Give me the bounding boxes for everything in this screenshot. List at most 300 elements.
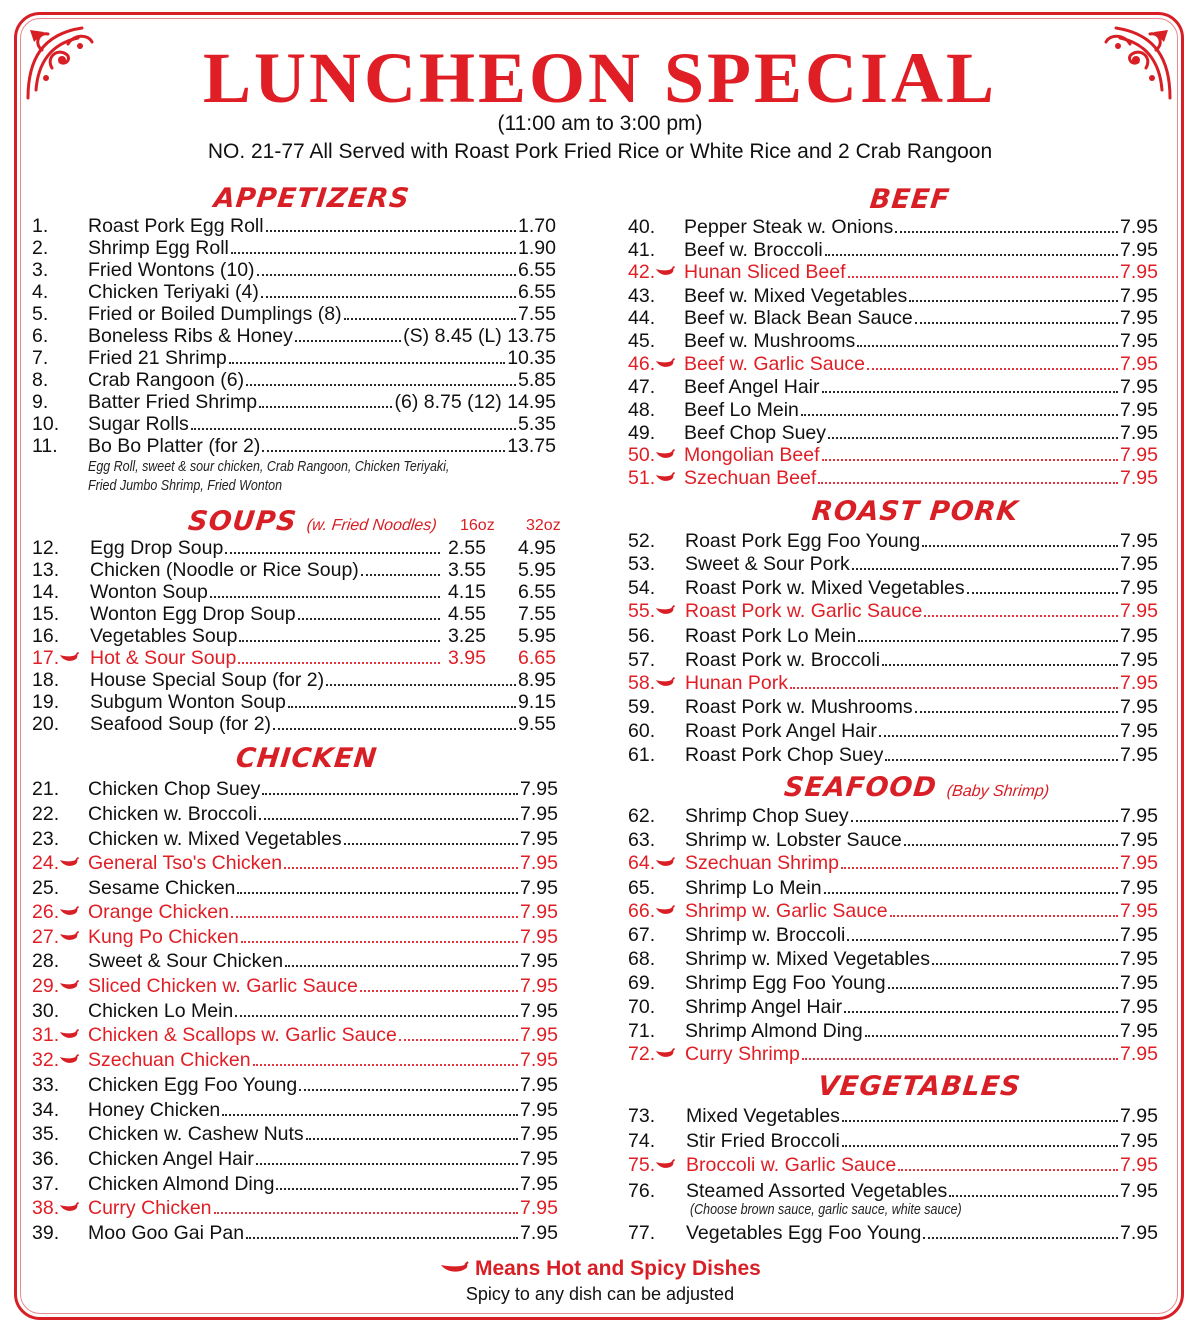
menu-item-beef [628,261,1158,283]
item-number-text: 53. [628,553,656,575]
menu-item-chicken [32,901,558,923]
menu-item-chicken [32,877,558,899]
item-name: House Special Soup (for 2) [90,669,325,691]
dot-leader [825,254,1118,256]
item-number [628,600,685,622]
dot-leader [360,990,518,992]
menu-item-chicken [32,778,558,800]
item-name: Chicken Egg Foo Young [88,1074,298,1096]
item-number [628,376,684,398]
menu-item-soups [32,559,556,581]
item-number [628,307,684,329]
dot-leader [253,1064,518,1066]
item-number-text: 65. [628,877,656,899]
menu-item-appetizers [32,281,556,303]
item-number [628,467,684,489]
item-name: Beef w. Garlic Sauce [684,353,866,375]
item-number-text: 8. [32,369,49,391]
item-number-text: 56. [628,625,656,647]
chili-pepper-icon [439,1261,469,1275]
item-name: Mixed Vegetables [686,1105,840,1127]
item-number [32,778,88,800]
item-number [628,216,684,238]
item-name: Chicken (Noodle or Rice Soup) [90,559,359,581]
menu-item-vegetables [628,1105,1158,1127]
item-number-text: 16. [32,625,60,647]
dot-leader [246,384,516,386]
menu-item-roast-pork [628,672,1158,694]
item-number-text: 42. [628,261,656,283]
item-number-text: 7. [32,347,49,369]
item-price: 7.95 [520,1173,558,1195]
item-name: Chicken & Scallops w. Garlic Sauce [88,1024,397,1046]
item-number-text: 36. [32,1148,60,1170]
item-price-large: 6.55 [518,581,556,603]
item-number [32,1099,88,1121]
item-name: Hunan Pork [685,672,788,694]
dot-leader [262,793,518,795]
item-price: 7.95 [520,828,558,850]
item-number [628,972,685,994]
dot-leader [801,414,1118,416]
chili-pepper-icon [655,358,675,370]
item-price: 7.95 [520,877,558,899]
item-number-text: 48. [628,399,656,421]
item-number [628,877,685,899]
item-number [628,553,685,575]
item-name: Chicken w. Cashew Nuts [88,1123,304,1145]
item-number [32,1173,88,1195]
dot-leader [262,450,505,452]
item-number [628,1130,686,1152]
item-price: 7.95 [1120,877,1158,899]
dot-leader [361,574,440,576]
seafood-title-text: SEAFOOD [782,772,939,803]
dot-leader [895,231,1118,233]
chili-pepper-icon [59,1054,79,1066]
dot-leader [923,1237,1118,1239]
item-number [32,237,88,259]
item-number [32,647,90,669]
item-price-large: 5.95 [518,625,556,647]
item-number-text: 58. [628,672,656,694]
dot-leader [239,640,440,642]
item-number [628,261,684,283]
menu-item-seafood [628,805,1158,827]
dot-leader [885,759,1118,761]
item-number [32,215,88,237]
menu-item-chicken [32,1173,558,1195]
item-name: Kung Po Chicken [88,926,239,948]
menu-item-beef [628,467,1158,489]
item-number [32,950,88,972]
menu-item-seafood [628,900,1158,922]
item-name: Chicken Chop Suey [88,778,261,800]
item-number [32,413,88,435]
item-name: Pepper Steak w. Onions [684,216,894,238]
item-name: Sugar Rolls [88,413,189,435]
item-number [628,744,685,766]
item-number-text: 14. [32,581,60,603]
dot-leader [298,618,440,620]
item-price: (S) 8.45 (L) 13.75 [403,325,556,347]
item-number-text: 34. [32,1099,60,1121]
item-number [32,1123,88,1145]
item-number-text: 62. [628,805,656,827]
dot-leader [257,274,517,276]
menu-item-seafood [628,996,1158,1018]
item-price: 7.95 [1120,1154,1158,1176]
item-number-text: 64. [628,852,656,874]
dot-leader [299,1089,518,1091]
item-price: 7.95 [1120,972,1158,994]
menu-item-chicken [32,1024,558,1046]
item-price: 10.35 [507,347,556,369]
menu-item-chicken [32,1000,558,1022]
menu-item-roast-pork [628,625,1158,647]
item-number [32,537,90,559]
menu-item-soups [32,537,556,559]
soup-size-small: 16oz [460,517,495,534]
menu-item-beef [628,444,1158,466]
dot-leader [259,818,518,820]
item-price: 7.95 [1120,1180,1158,1202]
dot-leader [231,916,518,918]
item-price: 2.55 [448,537,486,559]
item-name: Chicken w. Mixed Vegetables [88,828,342,850]
dot-leader [191,428,516,430]
item-number-text: 1. [32,215,49,237]
item-price: 7.95 [1120,744,1158,766]
item-name: Shrimp Almond Ding [685,1020,863,1042]
item-price: 13.75 [507,435,556,457]
item-name: Roast Pork w. Mixed Vegetables [685,577,965,599]
item-price: 7.95 [520,1000,558,1022]
item-number [628,996,685,1018]
menu-item-chicken [32,1123,558,1145]
item-price: 7.95 [1120,376,1158,398]
item-number [32,1074,88,1096]
item-number [628,444,684,466]
item-price: 7.95 [1120,625,1158,647]
chili-pepper-icon [655,1048,675,1060]
menu-item-chicken [32,1222,558,1244]
menu-item-seafood [628,972,1158,994]
item-name: Beef w. Broccoli [684,239,823,261]
item-name: Roast Pork Chop Suey [685,744,884,766]
item-number [628,924,685,946]
item-price: 7.95 [1120,696,1158,718]
dot-leader [922,545,1118,547]
item-number [32,975,88,997]
item-name: Orange Chicken [88,901,229,923]
dot-leader [241,941,518,943]
item-price-large: 7.55 [518,603,556,625]
item-name: Vegetables Soup [90,625,238,647]
item-price: 7.95 [1120,1105,1158,1127]
item-price: 7.95 [1120,444,1158,466]
menu-item-appetizers [32,215,556,237]
item-number [32,1222,88,1244]
item-number-text: 51. [628,467,656,489]
item-price: 7.95 [1120,330,1158,352]
menu-item-seafood [628,829,1158,851]
item-name: Beef Lo Mein [684,399,799,421]
menu-item-soups [32,713,556,735]
item-number [32,625,90,647]
item-name: Chicken Angel Hair [88,1148,254,1170]
item-price: 7.95 [1120,1130,1158,1152]
soup-size-large: 32oz [526,517,561,534]
dot-leader [924,615,1118,617]
item-number-text: 60. [628,720,656,742]
item-price: (6) 8.75 (12) 14.95 [394,391,556,413]
chili-pepper-icon [655,1159,675,1171]
item-number-text: 30. [32,1000,60,1022]
dot-leader [306,1138,518,1140]
dot-leader [890,915,1118,917]
item-name: Subgum Wonton Soup [90,691,286,713]
chili-pepper-icon [655,449,675,461]
section-title-appetizers: APPETIZERS [212,183,412,214]
item-price: 7.95 [520,1148,558,1170]
item-name: Fried Wontons (10) [88,259,255,281]
dot-leader [822,391,1119,393]
item-name: Sweet & Sour Chicken [88,950,284,972]
item-name: Fried 21 Shrimp [88,347,227,369]
chili-pepper-icon [655,266,675,278]
dot-leader [344,843,518,845]
item-name: Steamed Assorted Vegetables [686,1180,948,1202]
dot-leader [225,552,440,554]
menu-title: LUNCHEON SPECIAL [202,38,998,118]
dot-leader [214,1212,519,1214]
item-number [628,353,684,375]
item-price: 1.90 [518,237,556,259]
item-number-text: 33. [32,1074,60,1096]
item-price: 7.95 [1120,307,1158,329]
item-number-text: 19. [32,691,60,713]
item-number [32,369,88,391]
menu-item-appetizers [32,435,556,457]
item-number [32,325,88,347]
dot-leader [915,711,1118,713]
item-price: 3.95 [448,647,486,669]
chili-pepper-icon [59,857,79,869]
item-name: Roast Pork Egg Roll [88,215,264,237]
item-number-text: 57. [628,649,656,671]
dot-leader [210,596,440,598]
menu-item-soups [32,625,556,647]
menu-item-soups [32,603,556,625]
item-name: Beef w. Mixed Vegetables [684,285,908,307]
menu-item-vegetables [628,1180,1158,1202]
item-name: Stir Fried Broccoli [686,1130,840,1152]
item-price: 7.95 [1120,553,1158,575]
platter-note-line-2: Fried Jumbo Shrimp, Fried Wonton [88,478,283,494]
item-name: Mongolian Beef [684,444,820,466]
chili-pepper-icon [655,677,675,689]
dot-leader [949,1195,1118,1197]
item-number-text: 70. [628,996,656,1018]
section-title-seafood [782,773,1051,807]
item-number-text: 52. [628,530,656,552]
item-number [32,926,88,948]
menu-item-seafood [628,1043,1158,1065]
item-number-text: 26. [32,901,60,923]
item-number-text: 68. [628,948,656,970]
dot-leader [256,1163,518,1165]
item-price: 7.95 [1120,852,1158,874]
item-number-text: 31. [32,1024,60,1046]
menu-item-vegetables [628,1154,1158,1176]
item-price: 7.95 [520,1197,558,1219]
menu-item-seafood [628,948,1158,970]
menu-item-beef [628,216,1158,238]
item-number [32,603,90,625]
item-price: 7.95 [1120,900,1158,922]
platter-note-line-1: Egg Roll, sweet & sour chicken, Crab Rangoon, Chicken Teriyaki, [88,459,450,475]
item-price: 5.85 [518,369,556,391]
dot-leader [399,1039,518,1041]
dot-leader [246,1237,518,1239]
item-number [628,422,684,444]
item-number [628,1180,686,1202]
item-number-text: 35. [32,1123,60,1145]
menu-item-vegetables [628,1222,1158,1244]
item-price: 7.95 [1120,399,1158,421]
item-price: 4.55 [448,603,486,625]
menu-item-appetizers [32,259,556,281]
menu-item-beef [628,353,1158,375]
item-price: 7.95 [1120,353,1158,375]
menu-item-roast-pork [628,696,1158,718]
item-price: 7.95 [1120,1043,1158,1065]
spicy-legend-text: Means Hot and Spicy Dishes [474,1257,761,1280]
menu-item-chicken [32,1099,558,1121]
item-number-text: 5. [32,303,49,325]
dot-leader [858,640,1118,642]
item-number [628,829,685,851]
item-price: 6.55 [518,281,556,303]
dot-leader [238,662,440,664]
item-price: 7.95 [520,1222,558,1244]
item-name: Roast Pork Angel Hair [685,720,877,742]
item-number-text: 76. [628,1180,656,1202]
menu-item-roast-pork [628,553,1158,575]
item-price: 3.25 [448,625,486,647]
item-number-text: 12. [32,537,60,559]
item-name: Roast Pork w. Broccoli [685,649,881,671]
item-number-text: 41. [628,239,656,261]
menu-item-beef [628,239,1158,261]
item-price-large: 6.65 [518,647,556,669]
menu-item-chicken [32,803,558,825]
item-name: Seafood Soup (for 2) [90,713,272,735]
item-number [32,347,88,369]
dot-leader [842,1145,1118,1147]
item-number-text: 45. [628,330,656,352]
item-number-text: 28. [32,950,60,972]
spicy-adjust-note: Spicy to any dish can be adjusted [465,1284,735,1304]
dot-leader [842,1120,1118,1122]
service-hours: (11:00 am to 3:00 pm) [497,112,703,135]
item-name: Chicken Teriyaki (4) [88,281,259,303]
seafood-note: (Baby Shrimp) [945,783,1050,800]
menu-item-chicken [32,950,558,972]
menu-item-vegetables [628,1130,1158,1152]
menu-item-soups [32,647,556,669]
item-price: 1.70 [518,215,556,237]
item-price: 8.95 [518,669,556,691]
item-name: Sliced Chicken w. Garlic Sauce [88,975,358,997]
chili-pepper-icon [655,605,675,617]
item-number-text: 22. [32,803,60,825]
item-price: 7.95 [520,778,558,800]
item-number-text: 47. [628,376,656,398]
dot-leader [344,318,516,320]
item-price: 7.95 [1120,600,1158,622]
menu-item-chicken [32,1148,558,1170]
item-number-text: 29. [32,975,60,997]
item-name: Sweet & Sour Pork [685,553,850,575]
item-name: Szechuan Beef [684,467,817,489]
item-number [628,852,685,874]
item-price: 7.95 [520,975,558,997]
item-number-text: 44. [628,307,656,329]
dot-leader [276,1188,518,1190]
item-name: Shrimp w. Lobster Sauce [685,829,902,851]
menu-item-appetizers [32,237,556,259]
item-price: 7.95 [520,1024,558,1046]
item-name: Curry Shrimp [685,1043,800,1065]
menu-item-roast-pork [628,577,1158,599]
item-number-text: 49. [628,422,656,444]
dot-leader [326,684,516,686]
menu-item-beef [628,307,1158,329]
item-price: 7.95 [1120,649,1158,671]
item-number-text: 67. [628,924,656,946]
item-number [32,669,90,691]
dot-leader [909,300,1118,302]
dot-leader [231,252,516,254]
menu-item-seafood [628,877,1158,899]
menu-item-chicken [32,1074,558,1096]
item-price: 7.95 [1120,261,1158,283]
menu-item-chicken [32,828,558,850]
item-number [628,399,684,421]
item-number [32,901,88,923]
item-name: Szechuan Shrimp [685,852,839,874]
dot-leader [967,592,1118,594]
item-name: Broccoli w. Garlic Sauce [686,1154,897,1176]
menu-item-appetizers [32,413,556,435]
item-number-text: 40. [628,216,656,238]
menu-item-seafood [628,924,1158,946]
dot-leader [824,892,1118,894]
menu-item-appetizers [32,369,556,391]
item-price: 6.55 [518,259,556,281]
item-price: 7.95 [1120,239,1158,261]
dot-leader [888,987,1118,989]
item-price: 7.95 [1120,467,1158,489]
item-number-text: 37. [32,1173,60,1195]
item-number-text: 23. [32,828,60,850]
item-number-text: 74. [628,1130,656,1152]
item-number-text: 2. [32,237,49,259]
dot-leader [259,406,392,408]
item-number-text: 24. [32,852,60,874]
